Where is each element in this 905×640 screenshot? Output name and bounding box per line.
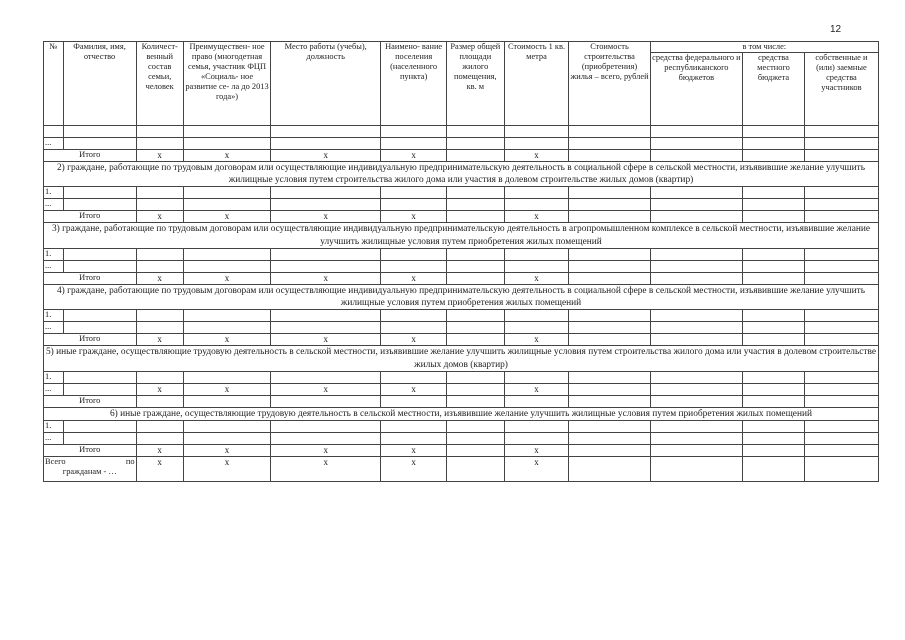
table-row-ellipsis xyxy=(44,199,879,211)
ellipsis-cell: ... xyxy=(44,199,64,211)
x-mark: х xyxy=(381,272,447,284)
table-row-ellipsis xyxy=(44,138,879,150)
table-row-ellipsis xyxy=(44,322,879,334)
total-label: Итого xyxy=(44,334,137,346)
x-mark: х xyxy=(136,334,183,346)
header-work: Место работы (учебы), должность xyxy=(271,42,381,126)
header-federal: средства федерального и республиканского бюджетов xyxy=(650,53,743,126)
x-mark: х xyxy=(504,456,569,481)
header-including: в том числе: xyxy=(650,42,878,53)
ellipsis-cell: ... xyxy=(44,383,64,395)
header-sqm-cost: Стоимость 1 кв. метра xyxy=(504,42,569,126)
table-row-empty xyxy=(44,126,879,138)
section-2-title: 2) граждане, работающие по трудовым договорам или осуществляющие индивидуальную предпринимательскую деятельность в социальной сфере в сельской местности, изъявившие желание улучшить жилищные условия путем строительства жилого дома или участия в долевом строительстве жилых домов (квартир) xyxy=(44,162,879,187)
grand-total-label xyxy=(44,456,137,481)
table-row xyxy=(44,187,879,199)
ellipsis-cell: ... xyxy=(44,138,64,150)
x-mark: х xyxy=(183,211,270,223)
total-label: Итого xyxy=(44,444,137,456)
x-mark: х xyxy=(271,150,381,162)
section-4-title: 4) граждане, работающие по трудовым договорам или осуществляющие индивидуальную предпринимательскую деятельность в социальной сфере в сельской местности, изъявившие желание улучшить жилищные условия путем приобретения жилых помещений xyxy=(44,284,879,309)
x-mark: х xyxy=(136,383,183,395)
x-mark: х xyxy=(183,150,270,162)
header-row xyxy=(44,42,879,53)
total-label: Итого xyxy=(44,150,137,162)
grand-total-row xyxy=(44,456,879,481)
grand-total-second-line: гражданам - … xyxy=(62,466,117,476)
x-mark: х xyxy=(183,334,270,346)
table-row xyxy=(44,420,879,432)
applicants-table xyxy=(43,41,879,482)
row-number: 1. xyxy=(44,310,64,322)
grand-total-first-line xyxy=(45,457,135,467)
x-mark: х xyxy=(183,272,270,284)
x-mark: х xyxy=(183,456,270,481)
section-3-title: 3) граждане, работающие по трудовым договорам или осуществляющие индивидуальную предпринимательскую деятельность в агропромышленном комплексе в сельской местности, изъявившие желание улучшить жилищные условия путем приобретения жилых помещений xyxy=(44,223,879,248)
total-row xyxy=(44,395,879,407)
x-mark: х xyxy=(381,383,447,395)
row-number: 1. xyxy=(44,420,64,432)
x-mark: х xyxy=(271,272,381,284)
x-mark: х xyxy=(136,444,183,456)
page-number: 12 xyxy=(830,24,842,35)
x-mark: х xyxy=(271,456,381,481)
header-total-cost: Стоимость строительства (приобретения) жилья – всего, рублей xyxy=(569,42,650,126)
table-row xyxy=(44,371,879,383)
x-mark: х xyxy=(504,334,569,346)
ellipsis-cell: ... xyxy=(44,322,64,334)
header-privilege: Преимуществен- ное право (многодетная семья, участник ФЦП «Социаль- ное развитие се- ла до 2013 года») xyxy=(183,42,270,126)
header-local: средства местного бюджета xyxy=(743,53,805,126)
total-label: Итого xyxy=(44,272,137,284)
header-name: Фамилия, имя, отчество xyxy=(63,42,136,126)
table-row-ellipsis xyxy=(44,383,879,395)
table-row-ellipsis xyxy=(44,432,879,444)
total-row xyxy=(44,150,879,162)
header-area: Размер общей площади жилого помещения, кв. м xyxy=(447,42,505,126)
section-5-title: 5) иные граждане, осуществляющие трудовую деятельность в сельской местности, изъявившие желание улучшить жилищные условия путем строительства жилого дома или участия в долевом строительстве жилых домов (квартир) xyxy=(44,346,879,371)
x-mark: х xyxy=(381,456,447,481)
total-row xyxy=(44,444,879,456)
row-number: 1. xyxy=(44,187,64,199)
row-number: 1. xyxy=(44,248,64,260)
section-row xyxy=(44,346,879,371)
x-mark: х xyxy=(183,444,270,456)
grand-total-po: по xyxy=(125,456,135,466)
x-mark: х xyxy=(136,150,183,162)
x-mark: х xyxy=(381,211,447,223)
x-mark: х xyxy=(381,150,447,162)
header-own: собственные и (или) заемные средства участников xyxy=(804,53,878,126)
x-mark: х xyxy=(381,334,447,346)
x-mark: х xyxy=(271,334,381,346)
header-settlement: Наимено- вание поселения (населенного пункта) xyxy=(381,42,447,126)
x-mark: х xyxy=(504,383,569,395)
x-mark: х xyxy=(504,150,569,162)
section-row xyxy=(44,407,879,420)
x-mark: х xyxy=(136,456,183,481)
x-mark: х xyxy=(136,211,183,223)
header-num: № xyxy=(44,42,64,126)
x-mark: х xyxy=(271,383,381,395)
section-row xyxy=(44,223,879,248)
ellipsis-cell: ... xyxy=(44,432,64,444)
table-row xyxy=(44,248,879,260)
total-row xyxy=(44,334,879,346)
x-mark: х xyxy=(504,444,569,456)
row-number: 1. xyxy=(44,371,64,383)
x-mark: х xyxy=(183,383,270,395)
grand-total-word: Всего xyxy=(45,456,66,466)
ellipsis-cell: ... xyxy=(44,260,64,272)
x-mark: х xyxy=(504,272,569,284)
total-label: Итого xyxy=(44,395,137,407)
section-6-title: 6) иные граждане, осуществляющие трудовую деятельность в сельской местности, изъявившие желание улучшить жилищные условия путем приобретения жилых помещений xyxy=(44,407,879,420)
table-row xyxy=(44,310,879,322)
total-label: Итого xyxy=(44,211,137,223)
x-mark: х xyxy=(504,211,569,223)
total-row xyxy=(44,211,879,223)
x-mark: х xyxy=(271,211,381,223)
section-row xyxy=(44,284,879,309)
table-row-ellipsis xyxy=(44,260,879,272)
x-mark: х xyxy=(136,272,183,284)
x-mark: х xyxy=(271,444,381,456)
total-row xyxy=(44,272,879,284)
x-mark: х xyxy=(381,444,447,456)
section-row xyxy=(44,162,879,187)
header-family: Количест- венный состав семьи, человек xyxy=(136,42,183,126)
